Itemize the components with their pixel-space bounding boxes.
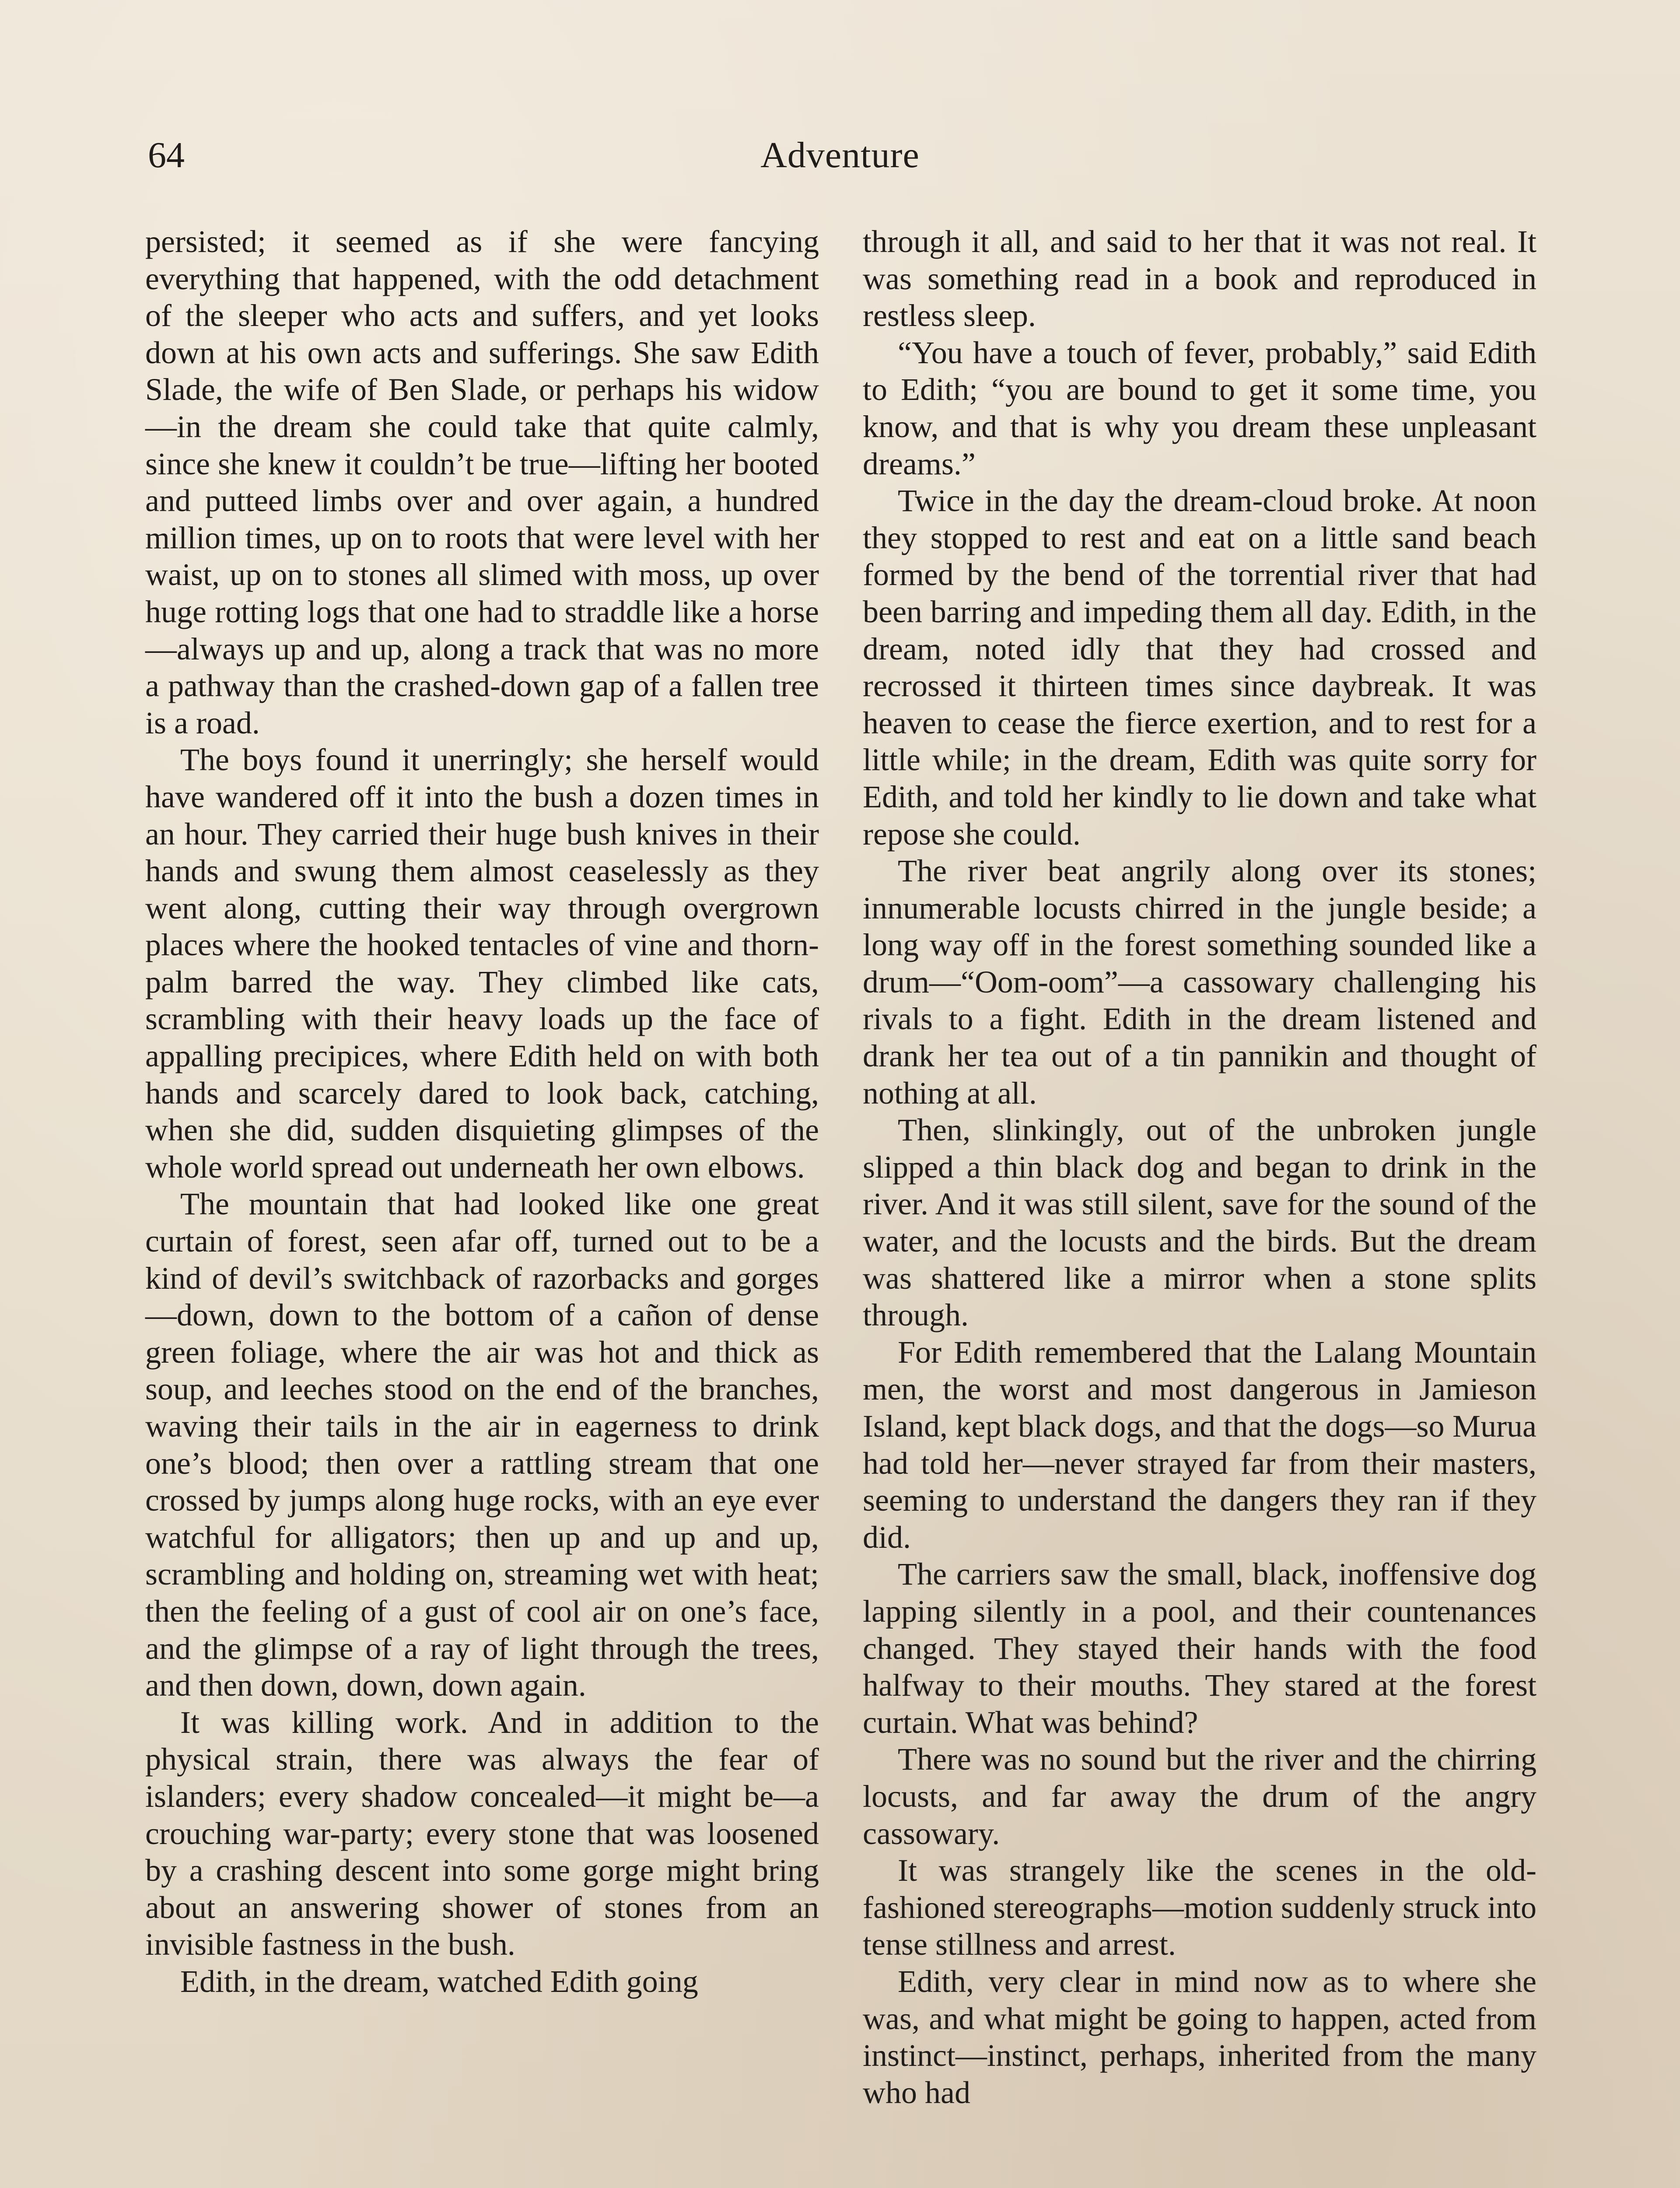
paragraph: For Edith remembered that the Lalang Mountain men, the worst and most dangerous in Jamieson Island, kept black dogs, and that the dogs—so Murua had told her—never strayed far from their masters, seeming to understand the dangers they ran if they did.	[863, 1334, 1536, 1555]
right-column	[863, 223, 1536, 2111]
paragraph: “You have a touch of fever, probably,” said Edith to Edith; “you are bound to get it some time, you know, and that is why you dream these unpleasant dreams.”	[863, 335, 1536, 481]
paragraph: It was killing work. And in addition to the physical strain, there was always the fear of islanders; every shadow concealed—it might be—a crouching war-party; every stone that was loosened by a crashing descent into some gorge might bring about an answering shower of stones from an invisible fastness in the bush.	[145, 1704, 819, 1962]
page-header	[148, 131, 1532, 184]
paragraph: The mountain that had looked like one great curtain of forest, seen afar off, turned out to be a kind of devil’s switchback of razorbacks and gorges—down, down to the bottom of a cañon of dense green foliage, where the air was hot and thick as soup, and leeches stood on the end of the branches, waving their tails in the air in eagerness to drink one’s blood; then over a rattling stream that one crossed by jumps along huge rocks, with an eye ever watchful for alligators; then up and up and up, scrambling and holding on, streaming wet with heat; then the feeling of a gust of cool air on one’s face, and the glimpse of a ray of light through the trees, and then down, down, down again.	[145, 1186, 819, 1703]
paragraph: It was strangely like the scenes in the old-fashioned stereographs—motion suddenly struck into tense stillness and arrest.	[863, 1853, 1536, 1962]
paragraph: Then, slinkingly, out of the unbroken jungle slipped a thin black dog and began to drink in the river. And it was still silent, save for the sound of the water, and the locusts and the birds. But the dream was shattered like a mirror when a stone splits through.	[863, 1112, 1536, 1333]
paragraph: Edith, very clear in mind now as to where she was, and what might be going to happen, acted from instinct—instinct, perhaps, inherited from the many who had	[863, 1964, 1536, 2110]
paragraph: The river beat angrily along over its stones; innumerable locusts chirred in the jungle beside; a long way off in the forest something sounded like a drum—“Oom-oom”—a cassowary challenging his rivals to a fight. Edith in the dream listened and drank her tea out of a tin pannikin and thought of nothing at all.	[863, 853, 1536, 1111]
paragraph: The carriers saw the small, black, inoffensive dog lapping silently in a pool, and their countenances changed. They stayed their hands with the food halfway to their mouths. They stared at the forest curtain. What was behind?	[863, 1557, 1536, 1740]
paragraph: There was no sound but the river and the chirring locusts, and far away the drum of the angry cassowary.	[863, 1742, 1536, 1851]
paragraph: The boys found it unerringly; she herself would have wandered off it into the bush a dozen times in an hour. They carried their huge bush knives in their hands and swung them almost ceaselessly as they went along, cutting their way through overgrown places where the hooked tentacles of vine and thorn-palm barred the way. They climbed like cats, scrambling with their heavy loads up the face of appalling precipices, where Edith held on with both hands and scarcely dared to look back, catching, when she did, sudden disquieting glimpses of the whole world spread out underneath her own elbows.	[145, 742, 819, 1185]
running-title: Adventure	[760, 135, 920, 175]
paragraph: through it all, and said to her that it was not real. It was something read in a book and reproduced in restless sleep.	[863, 224, 1536, 333]
page-number: 64	[148, 135, 185, 175]
left-column	[145, 223, 819, 2000]
paragraph: persisted; it seemed as if she were fancying everything that happened, with the odd detachment of the sleeper who acts and suffers, and yet looks down at his own acts and sufferings. She saw Edith Slade, the wife of Ben Slade, or perhaps his widow—in the dream she could take that quite calmly, since she knew it couldn’t be true—lifting her booted and putteed limbs over and over again, a hundred million times, up on to roots that were level with her waist, up on to stones all slimed with moss, up over huge rotting logs that one had to straddle like a horse—always up and up, along a track that was no more a pathway than the crashed-down gap of a fallen tree is a road.	[145, 224, 819, 740]
paragraph: Twice in the day the dream-cloud broke. At noon they stopped to rest and eat on a little sand beach formed by the bend of the torrential river that had been barring and impeding them all day. Edith, in the dream, noted idly that they had crossed and recrossed it thirteen times since daybreak. It was heaven to cease the fierce exertion, and to rest for a little while; in the dream, Edith was quite sorry for Edith, and told her kindly to lie down and take what repose she could.	[863, 483, 1536, 852]
paragraph: Edith, in the dream, watched Edith going	[180, 1964, 698, 1999]
